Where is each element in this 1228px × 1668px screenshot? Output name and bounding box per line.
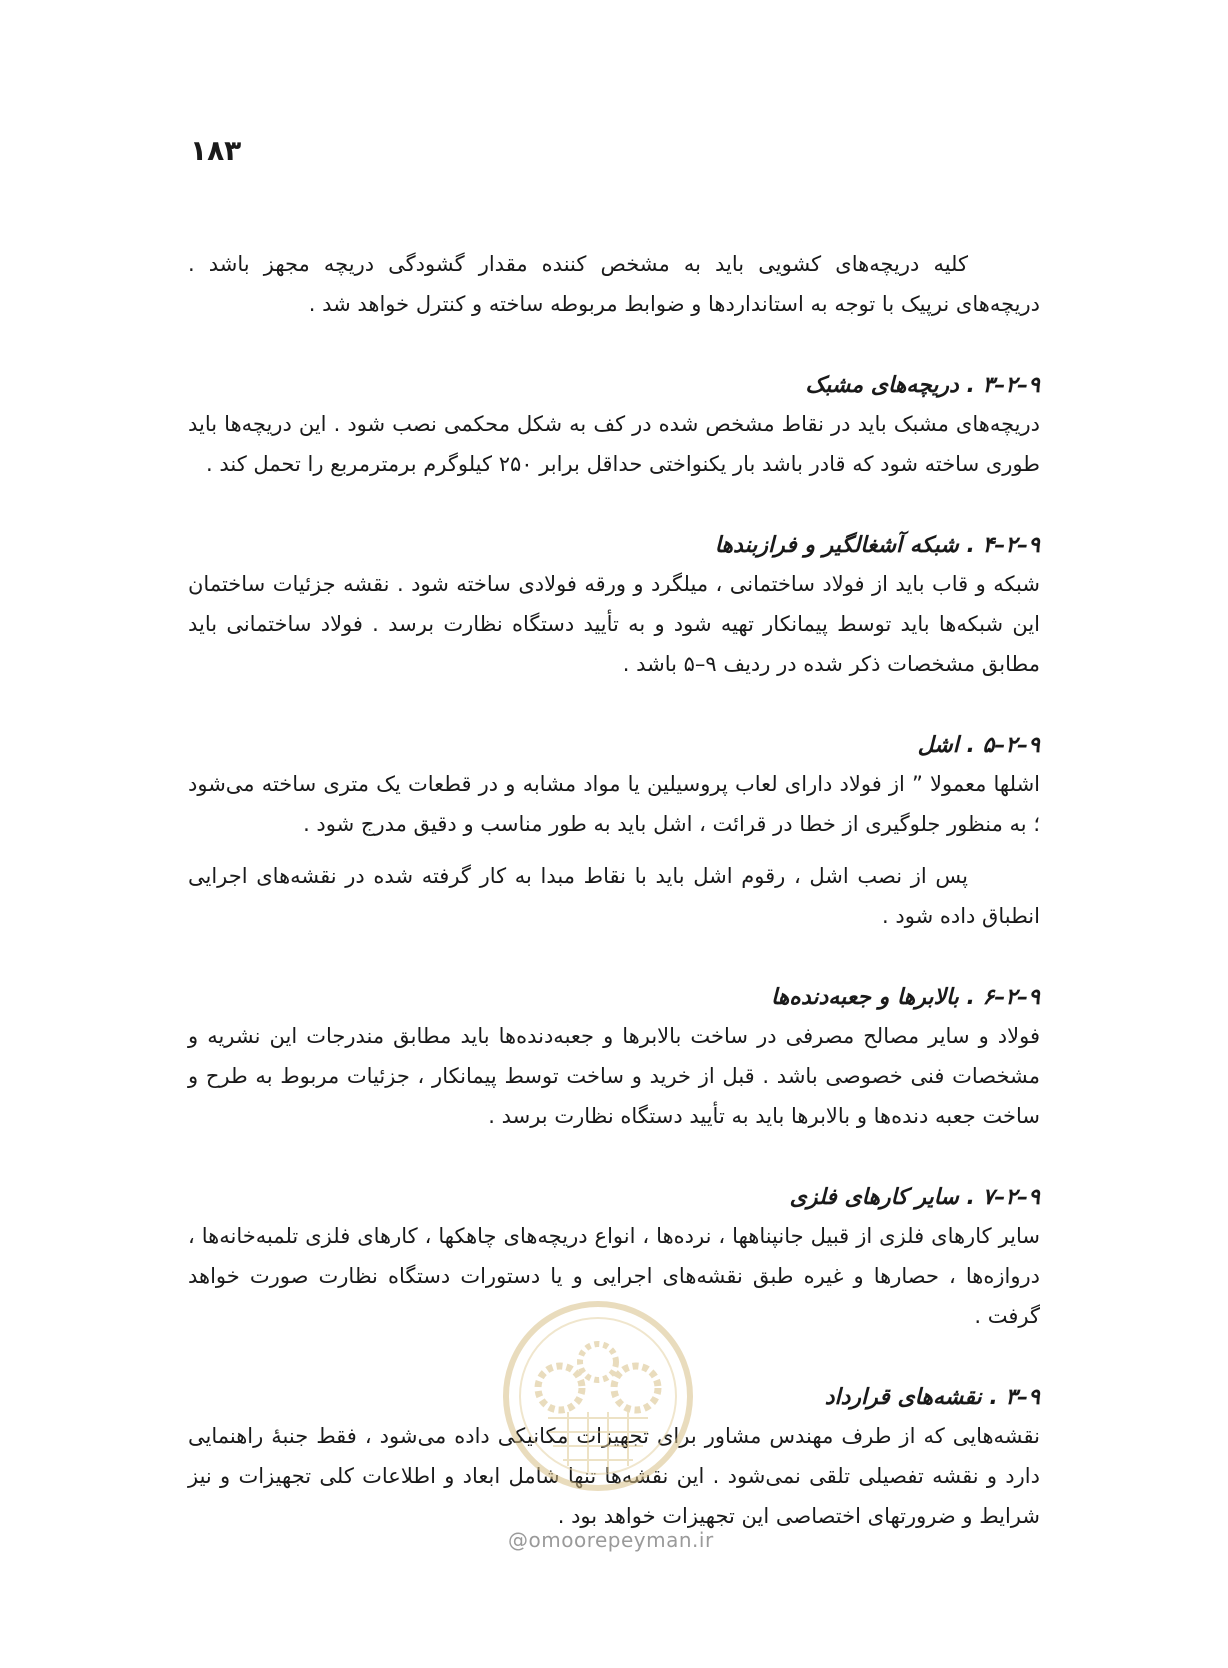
section-heading: ۹–۲–۵ . اشل: [917, 733, 1040, 758]
section-paragraph: اشلها معمولا ” از فولاد دارای لعاب پروسیلین یا مواد مشابه و در قطعات یک متری ساخته می‌شود ؛ به منظور جلوگیری از خطا در قرائت ، اشل باید به طور مناسب و دقیق مدرج شود .: [188, 772, 1040, 836]
section-paragraph: شبکه و قاب باید از فولاد ساختمانی ، میلگرد و ورقه فولادی ساخته شود . نقشه جزئیات ساختمان این شبکه‌ها باید توسط پیمانکار تهیه شود و به تأیید دستگاه نظارت برسد . فولاد ساختمانی باید مطابق مشخصات ذکر شده در ردیف ۹–۵ باشد .: [188, 572, 1040, 676]
section-paragraph: سایر کارهای فلزی از قبیل جانپناهها ، نرده‌ها ، انواع دریچه‌های چاهکها ، کارهای فلزی تلمبه‌خانه‌ها ، دروازه‌ها ، حصارها و غیره طبق نقشه‌های اجرایی و یا دستورات دستگاه نظارت صورت خواهد گرفت .: [188, 1224, 1040, 1328]
section-paragraph: پس از نصب اشل ، رقوم اشل باید با نقاط مبدا به کار گرفته شده در نقشه‌های اجرایی انطباق داده شود .: [188, 864, 1040, 928]
page-body: [188, 244, 1040, 1580]
section-heading: ۹–۲–۷ . سایر کارهای فلزی: [789, 1185, 1040, 1210]
section-grated-gates: [188, 368, 1040, 484]
intro-section: [188, 244, 1040, 324]
section-heading: ۹–۳ . نقشه‌های قرارداد: [824, 1385, 1040, 1410]
section-other-metal-works: [188, 1180, 1040, 1336]
section-heading: ۹–۲–۴ . شبکه آشغالگیر و فرازبندها: [714, 533, 1040, 558]
page-number: ۱۸۳: [190, 134, 242, 167]
section-paragraph: نقشه‌هایی که از طرف مهندس مشاور برای تجهیزات مکانیکی داده می‌شود ، فقط جنبهٔ راهنمایی دارد و نقشه تفصیلی تلقی نمی‌شود . این نقشه‌ها تنها شامل ابعاد و اطلاعات کلی تجهیزات و نیز شرایط و ضرورتهای اختصاصی این تجهیزات خواهد بود .: [188, 1424, 1040, 1528]
section-contract-drawings: [188, 1380, 1040, 1536]
section-staff-gauge: [188, 728, 1040, 936]
section-trash-rack: [188, 528, 1040, 684]
section-hoists-gearboxes: [188, 980, 1040, 1136]
section-heading: ۹–۲–۶ . بالابرها و جعبه‌دنده‌ها: [771, 985, 1040, 1010]
section-heading: ۹–۲–۳ . دریچه‌های مشبک: [805, 373, 1040, 398]
section-paragraph: دریچه‌های مشبک باید در نقاط مشخص شده در کف به شکل محکمی نصب شود . این دریچه‌ها باید طوری ساخته شود که قادر باشد بار یکنواختی حداقل برابر ۲۵۰ کیلوگرم برمترمربع را تحمل کند .: [188, 412, 1040, 476]
watermark-site-credit: @omoorepeyman.ir: [508, 1528, 714, 1552]
intro-paragraph: کلیه دریچه‌های کشویی باید به مشخص کننده مقدار گشودگی دریچه مجهز باشد . دریچه‌های نرپیک با توجه به استانداردها و ضوابط مربوطه ساخته و کنترل خواهد شد .: [188, 252, 1040, 316]
section-paragraph: فولاد و سایر مصالح مصرفی در ساخت بالابرها و جعبه‌دنده‌ها باید مطابق مندرجات این نشریه و مشخصات فنی خصوصی باشد . قبل از خرید و ساخت توسط پیمانکار ، جزئیات مربوط به طرح و ساخت جعبه دنده‌ها و بالابرها باید به تأیید دستگاه نظارت برسد .: [188, 1024, 1040, 1128]
